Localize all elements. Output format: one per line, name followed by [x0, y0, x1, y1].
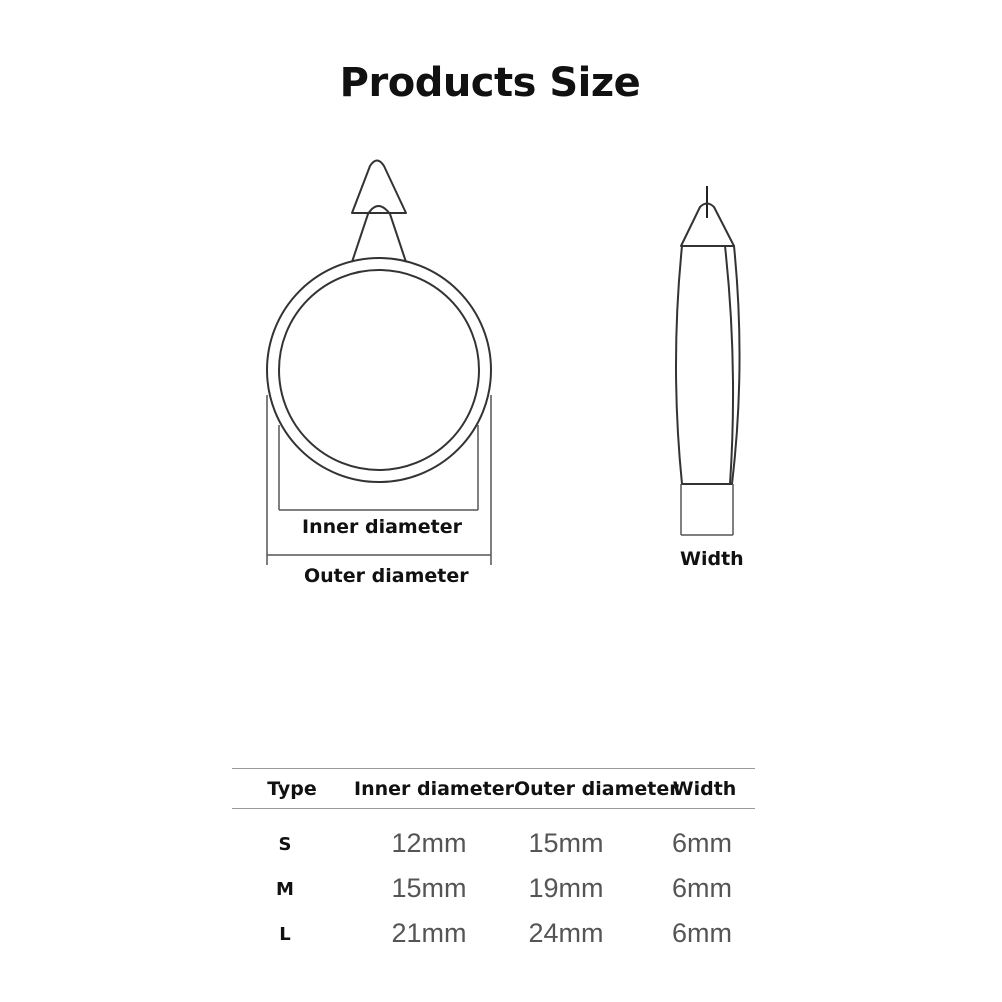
- outer-ring-circle: [267, 258, 491, 482]
- row-outer-diameter: 19mm: [528, 873, 604, 903]
- side-ring-body: [676, 246, 740, 484]
- table-header-rule: [232, 808, 755, 809]
- row-outer-diameter: 24mm: [528, 918, 604, 948]
- outer-diameter-label: Outer diameter: [304, 565, 469, 587]
- table-top-rule: [232, 768, 755, 769]
- row-inner-diameter: 15mm: [391, 873, 467, 903]
- row-outer-diameter: 15mm: [528, 828, 604, 858]
- row-width: 6mm: [672, 828, 732, 858]
- header-type: Type: [267, 778, 317, 800]
- header-width: Width: [672, 778, 737, 800]
- bail-connector: [352, 206, 406, 262]
- width-label: Width: [680, 548, 744, 570]
- row-width: 6mm: [672, 873, 732, 903]
- inner-ring-circle: [279, 270, 479, 470]
- row-type: S: [278, 834, 292, 855]
- row-type: L: [279, 924, 291, 945]
- page-title: Products Size: [339, 60, 641, 106]
- table-row: [232, 914, 755, 954]
- row-inner-diameter: 12mm: [391, 828, 467, 858]
- table-row: [232, 824, 755, 864]
- table-row: [232, 869, 755, 909]
- row-width: 6mm: [672, 918, 732, 948]
- row-inner-diameter: 21mm: [391, 918, 467, 948]
- header-outer-diameter: Outer diameter: [514, 778, 679, 800]
- inner-diameter-label: Inner diameter: [302, 516, 462, 538]
- side-ring-edge: [725, 246, 733, 484]
- header-inner-diameter: Inner diameter: [354, 778, 514, 800]
- row-type: M: [276, 879, 294, 900]
